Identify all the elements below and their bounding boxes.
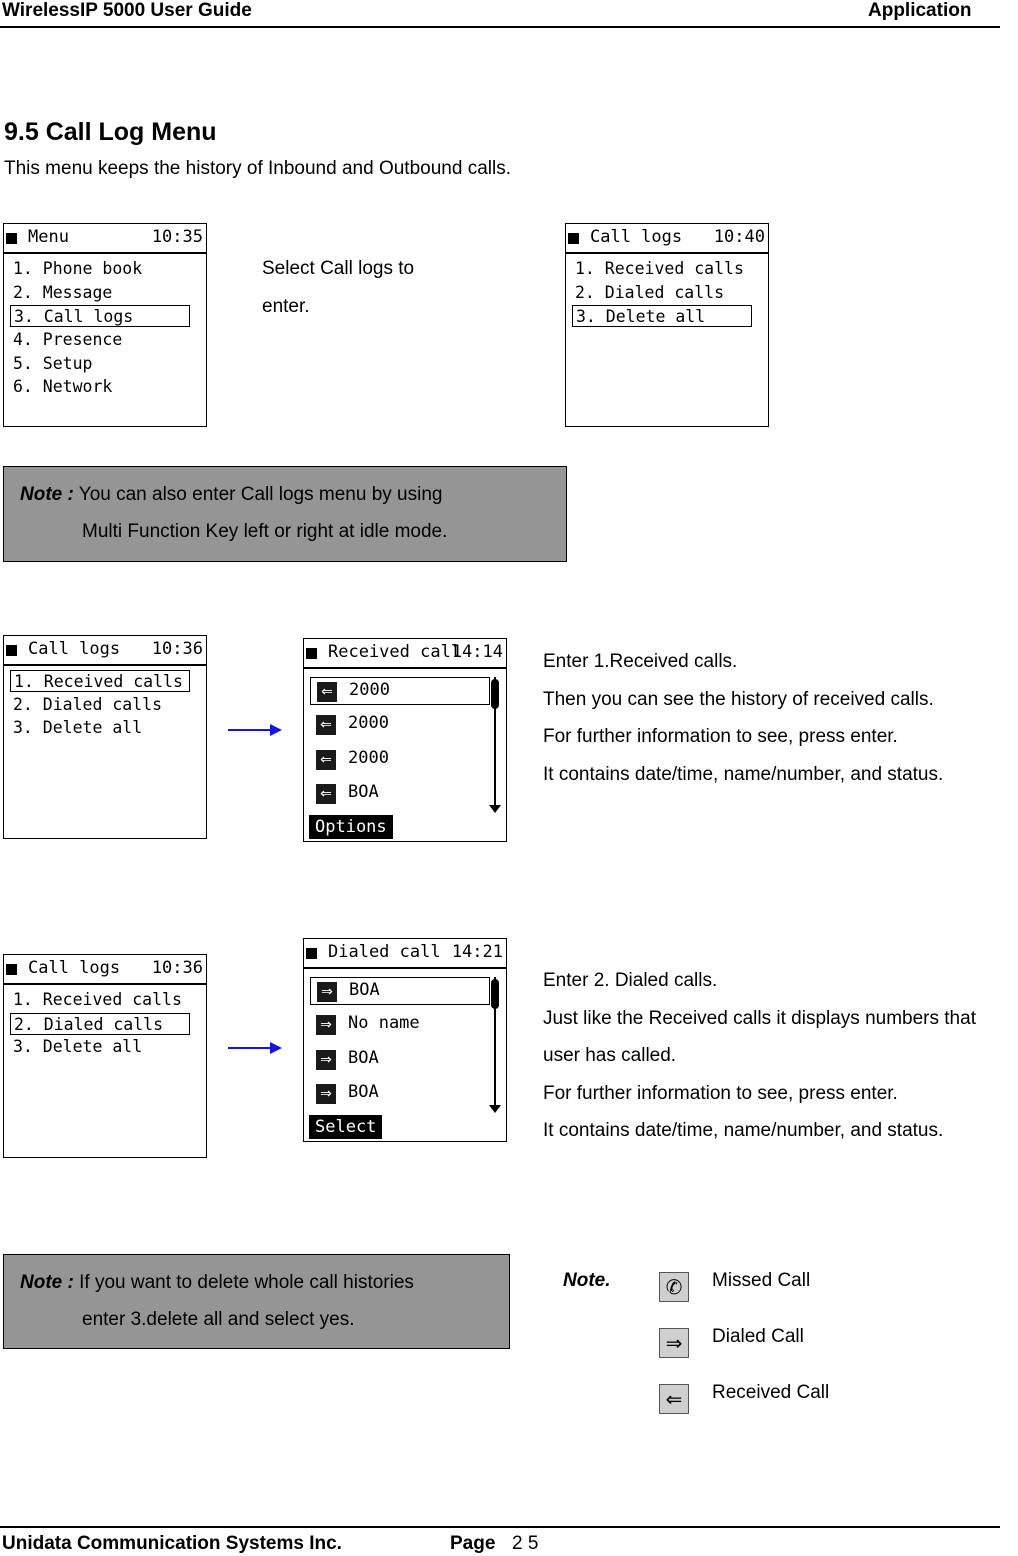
dialed-call-screen: [303, 938, 507, 1142]
menu-screen: [3, 223, 207, 427]
received-call-icon: ⇐: [316, 715, 336, 735]
status-bar: [566, 224, 768, 254]
dialed-call-icon: ⇒: [317, 982, 337, 1002]
menu-item[interactable]: 1. Received calls: [13, 990, 182, 1009]
screen-time: 14:14: [451, 642, 503, 662]
menu-item[interactable]: 2. Dialed calls: [13, 695, 163, 714]
menu-item[interactable]: 3. Delete all: [13, 718, 143, 737]
status-bar: [304, 639, 506, 669]
note-line: Multi Function Key left or right at idle mode.: [82, 521, 448, 542]
call-entry-name: BOA: [348, 1048, 379, 1068]
calllogs-screen: [3, 635, 207, 839]
menu-item[interactable]: 2. Dialed calls: [575, 283, 725, 302]
header-section: Application: [868, 0, 972, 21]
screen-title: Call logs: [590, 227, 683, 247]
menu-item[interactable]: 3. Delete all: [13, 1037, 143, 1056]
call-entry[interactable]: [310, 1080, 490, 1108]
screen-title: Received call: [328, 642, 462, 662]
call-entry[interactable]: [310, 746, 490, 774]
call-entry[interactable]: [310, 711, 490, 739]
section-title: 9.5 Call Log Menu: [4, 118, 217, 146]
menu-item[interactable]: 1. Received calls: [575, 259, 744, 278]
select-instruction-2: enter.: [262, 296, 310, 317]
footer-rule: [0, 1526, 1000, 1528]
call-entry-name: 2000: [349, 680, 390, 700]
screen-time: 10:36: [151, 958, 203, 978]
softkey-select[interactable]: Select: [309, 1115, 382, 1139]
status-bar: [304, 939, 506, 969]
received-call-icon: ⇐: [316, 750, 336, 770]
call-entry[interactable]: [310, 1011, 490, 1039]
dialed-description: [543, 962, 976, 1150]
screen-time: 10:35: [151, 227, 203, 247]
menu-item[interactable]: 4. Presence: [13, 330, 123, 349]
menu-item[interactable]: 2. Message: [13, 283, 113, 302]
legend-dialed: Dialed Call: [712, 1326, 804, 1347]
note-line: [20, 484, 442, 506]
dialed-call-icon: ⇒: [659, 1328, 689, 1358]
call-entry[interactable]: [310, 677, 490, 705]
received-call-icon: ⇐: [317, 682, 337, 702]
note-label: Note :: [20, 1272, 74, 1293]
note-box: [3, 466, 567, 562]
call-entry-name: BOA: [348, 1082, 379, 1102]
received-call-screen: [303, 638, 507, 842]
calllogs-screen: [565, 223, 769, 427]
scrollbar[interactable]: [490, 973, 500, 1113]
call-entry-name: No name: [348, 1013, 420, 1033]
description-line: For further information to see, press enter.: [543, 726, 898, 747]
screen-time: 14:21: [451, 942, 503, 962]
section-intro: This menu keeps the history of Inbound and Outbound calls.: [4, 158, 511, 179]
menu-item-selected[interactable]: 3. Call logs: [10, 305, 190, 327]
header-rule: [0, 26, 1000, 28]
select-instruction-1: Select Call logs to: [262, 258, 415, 279]
call-entry[interactable]: [310, 780, 490, 808]
footer-company: Unidata Communication Systems Inc.: [2, 1533, 342, 1554]
footer-page-number: 2 5: [512, 1533, 539, 1554]
menu-item-selected[interactable]: 2. Dialed calls: [10, 1013, 190, 1035]
legend-label: Note.: [563, 1270, 611, 1291]
call-entry[interactable]: [310, 977, 490, 1005]
scrollbar[interactable]: [490, 673, 500, 813]
status-bar: [4, 224, 206, 254]
received-description: [543, 643, 943, 793]
missed-call-icon: ✆: [659, 1272, 689, 1302]
arrow-right-icon: [228, 729, 280, 731]
description-line: For further information to see, press enter.: [543, 1082, 898, 1104]
note-text: You can also enter Call logs menu by using: [78, 484, 443, 505]
menu-item-selected[interactable]: 3. Delete all: [572, 305, 752, 327]
call-entry[interactable]: [310, 1046, 490, 1074]
note-line: enter 3.delete all and select yes.: [82, 1309, 355, 1330]
call-entry-name: 2000: [348, 713, 389, 733]
dialed-call-icon: ⇒: [316, 1050, 336, 1070]
screen-title: Call logs: [28, 639, 121, 659]
header-guide-title: WirelessIP 5000 User Guide: [2, 0, 252, 21]
note-label: Note :: [20, 484, 74, 505]
screen-title: Call logs: [28, 958, 121, 978]
legend-missed: Missed Call: [712, 1270, 811, 1291]
footer-page-label: Page: [450, 1533, 496, 1554]
description-line: Then you can see the history of received calls.: [543, 688, 934, 710]
received-call-icon: ⇐: [316, 784, 336, 804]
note-text: If you want to delete whole call histories: [79, 1272, 414, 1293]
screen-time: 10:40: [713, 227, 765, 247]
description-line: user has called.: [543, 1045, 677, 1066]
note-line: [20, 1272, 414, 1294]
screen-title: Dialed call: [328, 942, 441, 962]
description-line: Enter 2. Dialed calls.: [543, 970, 718, 991]
menu-item[interactable]: 6. Network: [13, 377, 113, 396]
dialed-call-icon: ⇒: [316, 1084, 336, 1104]
call-entry-name: BOA: [349, 980, 380, 1000]
status-bar: [4, 636, 206, 666]
received-call-icon: ⇐: [659, 1384, 689, 1414]
menu-item-selected[interactable]: 1. Received calls: [10, 670, 190, 692]
call-entry-name: BOA: [348, 782, 379, 802]
status-bar: [4, 955, 206, 985]
screen-time: 10:36: [151, 639, 203, 659]
arrow-right-icon: [228, 1047, 280, 1049]
softkey-options[interactable]: Options: [309, 815, 393, 839]
screen-title: Menu: [28, 227, 69, 247]
description-line: Just like the Received calls it displays numbers that: [543, 1007, 976, 1029]
note-box: [3, 1254, 510, 1349]
dialed-call-icon: ⇒: [316, 1015, 336, 1035]
calllogs-screen: [3, 954, 207, 1158]
legend-received: Received Call: [712, 1382, 830, 1403]
description-line: It contains date/time, name/number, and status.: [543, 1120, 944, 1141]
description-line: It contains date/time, name/number, and status.: [543, 763, 944, 785]
call-entry-name: 2000: [348, 748, 389, 768]
menu-item[interactable]: 5. Setup: [13, 354, 93, 373]
description-line: Enter 1.Received calls.: [543, 651, 738, 672]
menu-item[interactable]: 1. Phone book: [13, 259, 143, 278]
